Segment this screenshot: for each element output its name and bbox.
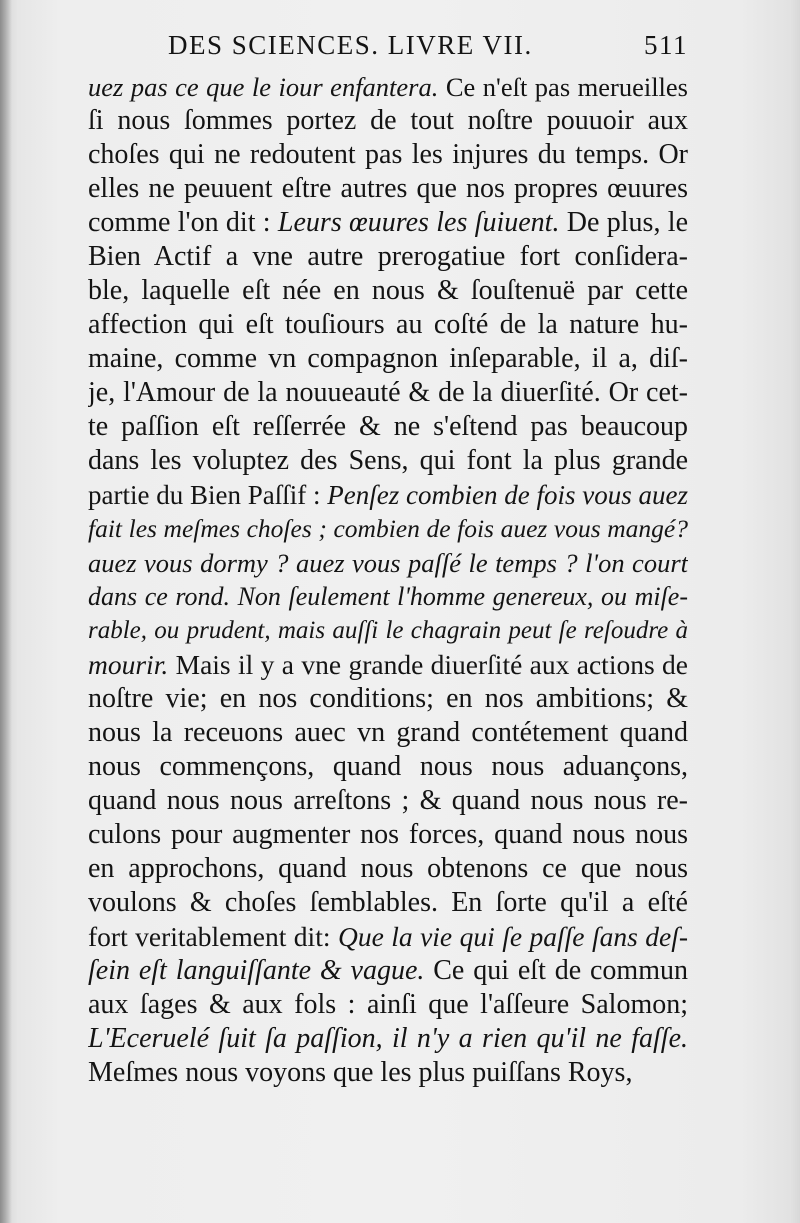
text-run: affection qui eſt touſiours au coſté de la nature hu- [88,309,688,340]
text-run: quand nous nous arreſtons ; & quand nous nous re- [88,785,688,816]
text-line [88,852,688,886]
text-line [88,682,688,716]
binding-shadow [0,0,12,1223]
text-line [88,206,688,240]
text-line [88,1022,688,1056]
text-line [88,648,688,682]
italic-text-run: rable, ou prudent, mais auſſi le chagrain peut ſe reſoudre à [88,617,688,644]
text-line [88,716,688,750]
text-line [88,70,688,104]
text-run: dans les voluptez des Sens, qui font la plus grande [88,445,688,476]
text-line [88,308,688,342]
italic-text-run: mourir. [88,649,169,680]
text-run: Bien Actif a vne autre prerogatiue fort conſidera- [88,241,688,272]
text-run: partie du Bien Paſſif : [88,480,328,510]
body-text [88,70,688,1090]
text-line [88,342,688,376]
text-run: Mais il y a vne grande diuerſité aux actions de [168,649,688,680]
text-run: ble, laquelle eſt née en nous & ſouſtenuë par cette [88,275,688,306]
text-line [88,750,688,784]
text-line [88,614,688,648]
italic-text-run: dans ce rond. Non ſeulement l'homme genereux, ou miſe- [88,582,688,611]
text-run: choſes qui ne redoutent pas les injures du temps. Or [88,139,688,170]
text-run: Ce qui eſt de commun [424,955,688,986]
text-line [88,580,688,614]
text-line [88,886,688,920]
text-line [88,444,688,478]
text-run: nous commençons, quand nous nous aduançons, [88,751,688,782]
text-run: fort veritablement dit: [88,921,338,952]
text-line [88,512,688,546]
italic-text-run: Que la vie qui ſe paſſe ſans deſ- [337,921,688,952]
text-line [88,784,688,818]
text-line [88,920,688,954]
text-line [88,240,688,274]
text-run: en approchons, quand nous obtenons ce que nous [88,853,688,884]
text-line [88,138,688,172]
text-line [88,410,688,444]
text-line [88,172,688,206]
text-line [88,954,688,988]
text-run: elles ne peuuent eſtre autres que nos propres œuures [88,173,688,204]
text-line [88,818,688,852]
text-run: De plus, le [559,207,688,238]
text-line [88,478,688,512]
italic-text-run: auez vous dormy ? auez vous paſſé le temps ? l'on court [88,548,688,578]
italic-text-run: L'Eceruelé ſuit ſa paſſion, il n'y a rien qu'il ne faſſe. [88,1023,688,1054]
italic-text-run: Leurs œuures les ſuiuent. [277,207,560,238]
text-run: noſtre vie; en nos conditions; en nos ambitions; & [88,683,688,714]
page-number: 511 [644,30,688,60]
text-run: voulons & choſes ſemblables. En ſorte qu'il a eſté [88,887,688,918]
page-header [168,30,688,70]
text-line [88,104,688,138]
text-run: je, l'Amour de la nouueauté & de la diuerſité. Or cet- [88,377,688,408]
text-line [88,988,688,1022]
text-run: Ce n'eſt pas merueilles [438,72,688,102]
text-run: aux ſages & aux fols : ainſi que l'aſſeure Salomon; [88,989,688,1020]
text-line [88,376,688,410]
text-run: ſi nous ſommes portez de tout noſtre pouuoir aux [88,105,688,136]
italic-text-run: Penſez combien de fois vous auez [327,480,688,510]
running-head: DES SCIENCES. LIVRE VII. [168,30,533,60]
text-line [88,274,688,308]
text-run: te paſſion eſt reſſerrée & ne s'eſtend pas beaucoup [88,411,688,442]
text-run: comme l'on dit : [88,207,278,238]
text-line [88,1056,688,1090]
text-line [88,546,688,580]
italic-text-run: ſein eſt languiſſante & vague. [88,955,425,986]
text-run: maine, comme vn compagnon inſeparable, il a, diſ- [88,343,688,374]
italic-text-run: uez pas ce que le iour enfantera. [88,72,439,102]
text-run: nous la receuons auec vn grand contétement quand [88,717,688,748]
text-run: culons pour augmenter nos forces, quand nous nous [88,819,688,850]
text-run: Meſmes nous voyons que les plus puiſſans Roys, [88,1057,633,1088]
italic-text-run: fait les meſmes choſes ; combien de fois auez vous mangé? [88,514,688,543]
